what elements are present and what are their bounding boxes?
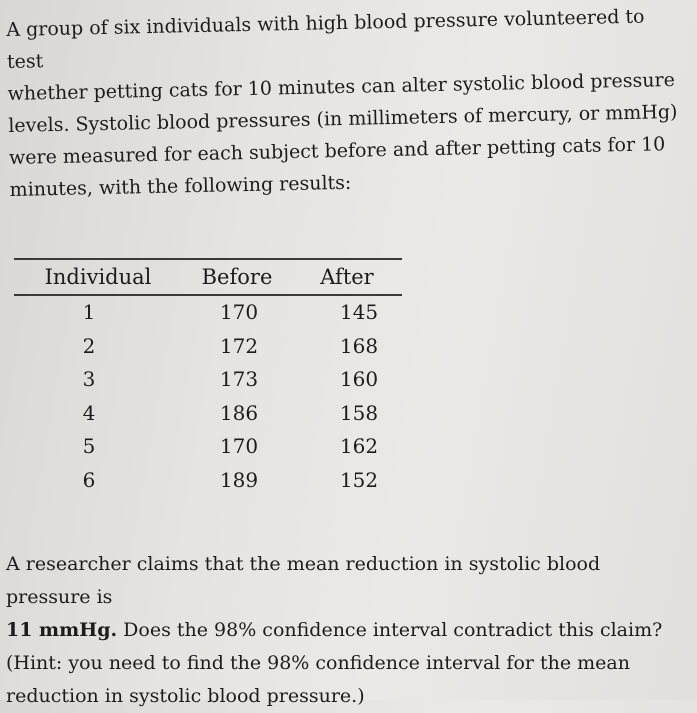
problem-intro bbox=[6, 0, 680, 206]
cell-individual: 3 bbox=[82, 367, 96, 392]
cell-before: 172 bbox=[219, 333, 259, 358]
cell-before: 186 bbox=[219, 400, 259, 425]
table-row bbox=[14, 329, 404, 363]
cell-individual: 2 bbox=[82, 333, 96, 358]
cell-individual: 5 bbox=[82, 434, 96, 459]
intro-line: levels. Systolic blood pressures (in millimeters of mercury, or mmHg) bbox=[8, 100, 678, 137]
hint-line: (Hint: you need to find the 98% confidence interval for the mean bbox=[6, 652, 630, 674]
intro-line: whether petting cats for 10 minutes can alter systolic blood pressure bbox=[7, 69, 676, 105]
blood-pressure-table bbox=[14, 258, 404, 497]
question-prompt: Does the 98% confidence interval contradict this claim? bbox=[117, 619, 663, 641]
cell-individual: 4 bbox=[82, 400, 96, 425]
cell-before: 170 bbox=[219, 300, 259, 325]
cell-after: 160 bbox=[339, 367, 379, 392]
header-before: Before bbox=[201, 265, 273, 289]
cell-after: 145 bbox=[339, 300, 379, 325]
table-row bbox=[14, 296, 404, 330]
table-row bbox=[14, 396, 404, 430]
cell-before: 170 bbox=[219, 434, 259, 459]
cell-after: 158 bbox=[339, 400, 379, 425]
cell-individual: 1 bbox=[82, 300, 96, 325]
intro-line: A group of six individuals with high blood pressure volunteered to test bbox=[6, 5, 645, 73]
cell-before: 189 bbox=[219, 467, 259, 492]
intro-line: were measured for each subject before and after petting cats for 10 bbox=[8, 133, 666, 169]
cell-after: 152 bbox=[339, 467, 379, 492]
question-text bbox=[6, 548, 686, 713]
header-after: After bbox=[320, 265, 374, 289]
header-individual: Individual bbox=[44, 265, 152, 289]
cell-before: 173 bbox=[219, 367, 259, 392]
intro-line: minutes, with the following results: bbox=[9, 171, 352, 201]
cell-after: 168 bbox=[339, 333, 379, 358]
table-row bbox=[14, 363, 404, 397]
table-header-row bbox=[14, 260, 404, 294]
cell-after: 162 bbox=[339, 434, 379, 459]
claimed-value: 11 mmHg. bbox=[6, 619, 118, 641]
hint-line: reduction in systolic blood pressure.) bbox=[6, 685, 365, 707]
table-row bbox=[14, 430, 404, 464]
question-line: A researcher claims that the mean reduction in systolic blood pressure is bbox=[6, 553, 601, 608]
question-line bbox=[6, 614, 686, 647]
table-row bbox=[14, 463, 404, 497]
cell-individual: 6 bbox=[82, 467, 96, 492]
